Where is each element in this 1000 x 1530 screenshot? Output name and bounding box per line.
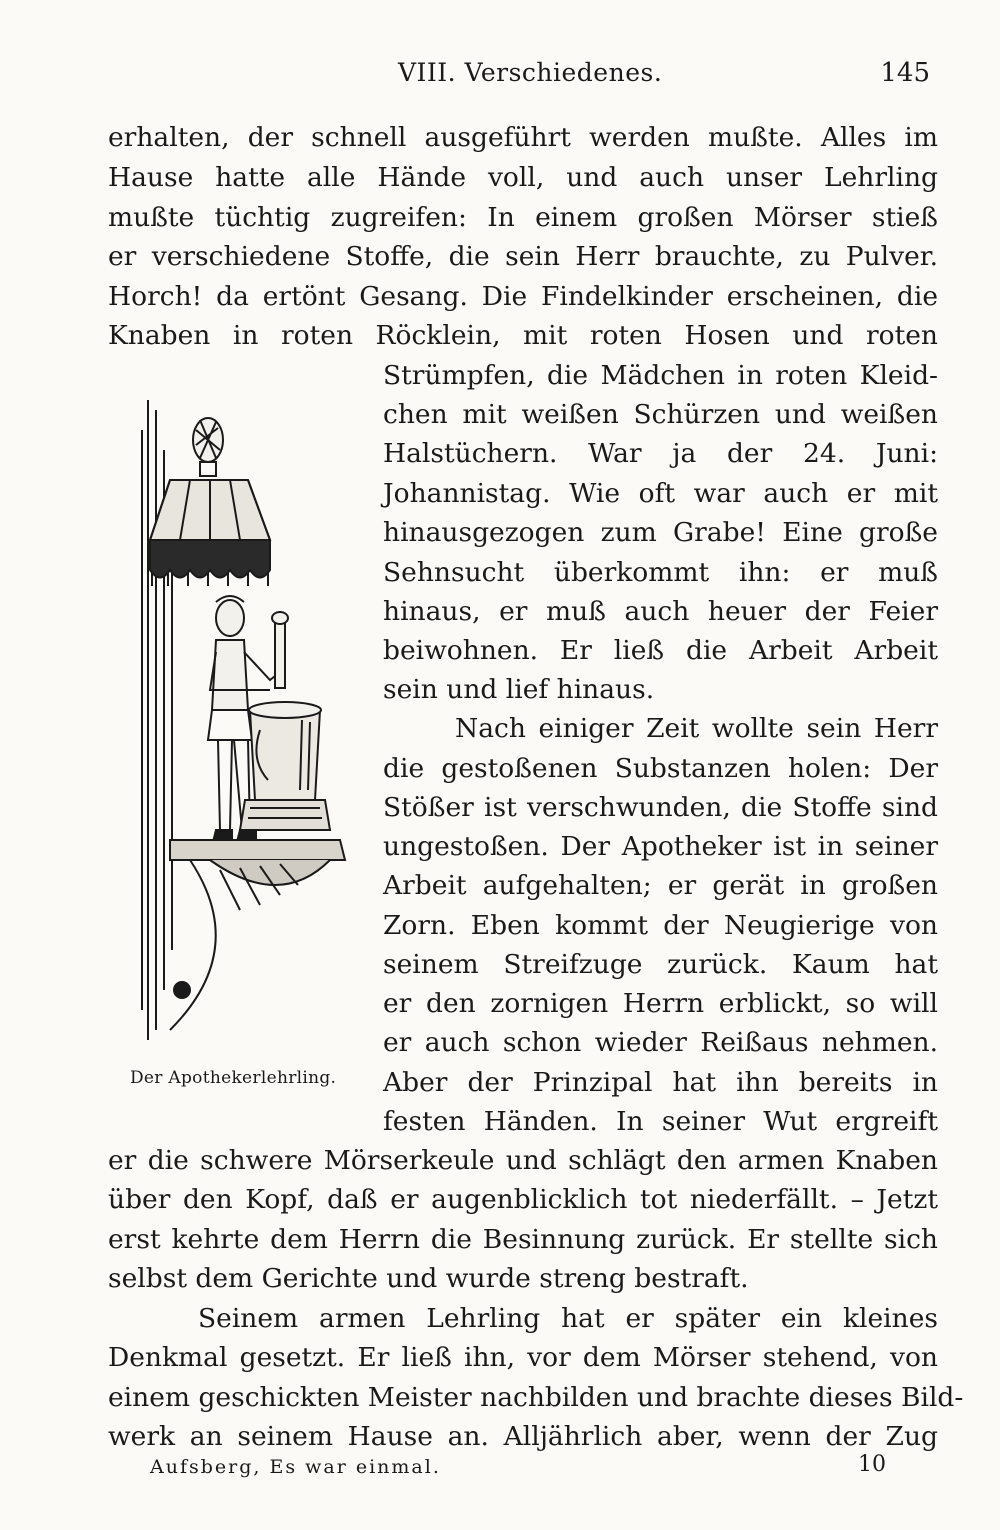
text-line: einem geschickten Meister nachbilden und brachte dieses Bild-	[108, 1382, 964, 1413]
text-line: ungestoßen. Der Apotheker ist in seiner	[383, 831, 938, 862]
mortar-icon	[240, 702, 330, 830]
text-line: Stößer ist verschwunden, die Stoffe sind	[383, 792, 938, 823]
text-line: Arbeit aufgehalten; er gerät in großen	[383, 870, 938, 901]
text-line: erhalten, der schnell ausgeführt werden mußte. Alles im	[108, 122, 938, 153]
apothecary-apprentice-illustration	[130, 390, 360, 1060]
text-line: er auch schon wieder Reißaus nehmen.	[383, 1027, 938, 1058]
text-line: mußte tüchtig zugreifen: In einem großen Mörser stieß	[108, 202, 938, 233]
page-number: 145	[880, 58, 930, 88]
sheet-number: 10	[858, 1452, 886, 1477]
text-line: Halstüchern. War ja der 24. Juni:	[383, 438, 938, 469]
text-line: hinaus, er muß auch heuer der Feier	[383, 596, 938, 627]
text-line: die gestoßenen Substanzen holen: Der	[383, 753, 938, 784]
text-line: Knaben in roten Röcklein, mit roten Hosen und roten	[108, 320, 938, 351]
paragraph-start-line: Nach einiger Zeit wollte sein Herr	[455, 713, 938, 744]
section-title: VIII. Verschiedenes.	[398, 58, 663, 87]
finial-icon	[193, 418, 223, 476]
text-line: Sehnsucht überkommt ihn: er muß	[383, 557, 938, 588]
text-line: über den Kopf, daß er augenblicklich tot niederfällt. – Jetzt	[108, 1184, 938, 1215]
text-line: beiwohnen. Er ließ die Arbeit Arbeit	[383, 635, 938, 666]
pestle-icon	[272, 612, 288, 688]
text-line: Hause hatte alle Hände voll, und auch unser Lehrling	[108, 162, 938, 193]
wall-bracket-icon	[170, 840, 345, 1030]
paragraph-start-line: Seinem armen Lehrling hat er später ein kleines	[198, 1303, 938, 1334]
text-line: Strümpfen, die Mädchen in roten Kleid-	[383, 360, 938, 391]
text-line: festen Händen. In seiner Wut ergreift	[383, 1106, 938, 1137]
text-line: erst kehrte dem Herrn die Besinnung zurück. Er stellte sich	[108, 1224, 938, 1255]
text-line: sein und lief hinaus.	[383, 674, 655, 705]
text-line: er verschiedene Stoffe, die sein Herr brauchte, zu Pulver.	[108, 241, 938, 272]
text-line: hinausgezogen zum Grabe! Eine große	[383, 517, 938, 548]
text-line: Horch! da ertönt Gesang. Die Findelkinder erscheinen, die	[108, 281, 938, 312]
text-line: er den zornigen Herrn erblickt, so will	[383, 988, 938, 1019]
printer-signature: Aufsberg, Es war einmal.	[150, 1456, 441, 1478]
running-head	[108, 58, 938, 94]
text-line: werk an seinem Hause an. Alljährlich aber, wenn der Zug	[108, 1421, 938, 1452]
canopy-icon	[150, 480, 270, 586]
text-line: Johannistag. Wie oft war auch er mit	[383, 478, 938, 509]
text-line: Aber der Prinzipal hat ihn bereits in	[383, 1067, 938, 1098]
text-line: selbst dem Gerichte und wurde streng bestraft.	[108, 1263, 749, 1294]
text-line: chen mit weißen Schürzen und weißen	[383, 399, 938, 430]
text-line: Denkmal gesetzt. Er ließ ihn, vor dem Mörser stehend, von	[108, 1342, 938, 1373]
text-line: Zorn. Eben kommt der Neugierige von	[383, 910, 938, 941]
text-line: seinem Streifzuge zurück. Kaum hat	[383, 949, 938, 980]
text-line: er die schwere Mörserkeule und schlägt den armen Knaben	[108, 1145, 938, 1176]
figure-caption: Der Apothekerlehrling.	[130, 1068, 337, 1088]
